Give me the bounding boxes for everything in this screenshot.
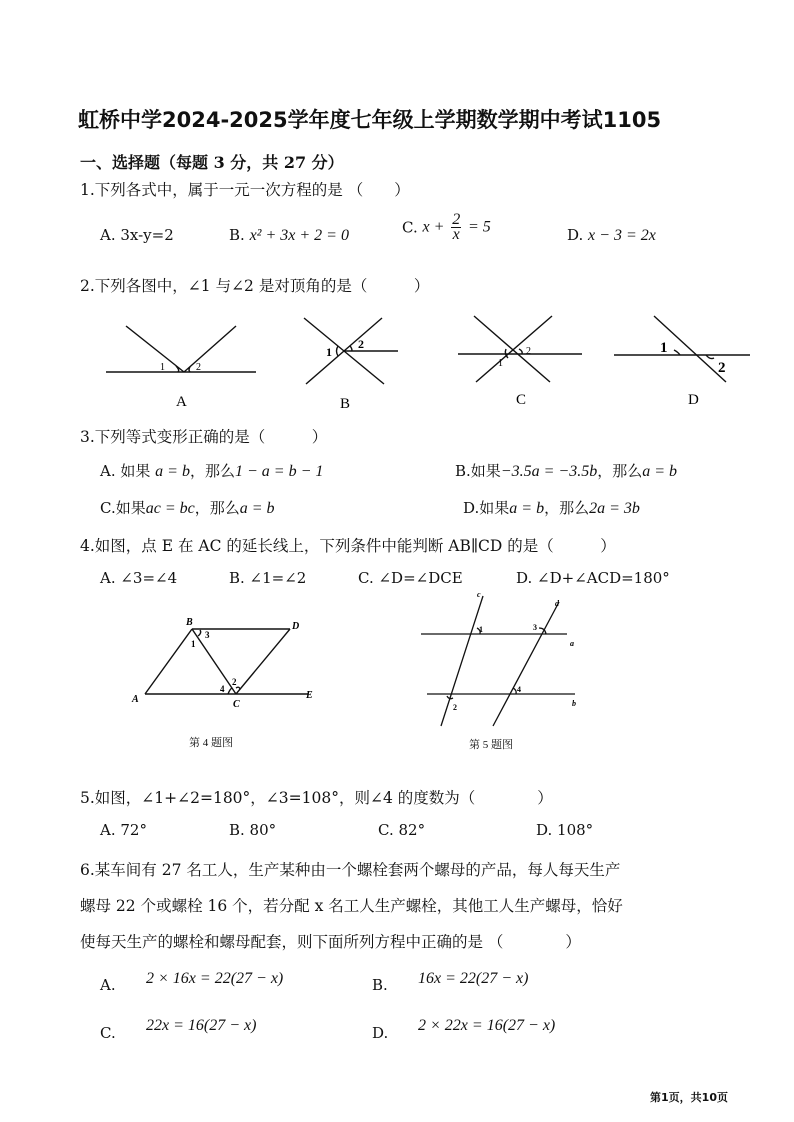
q3-b-prefix: B.如果 [455, 462, 501, 480]
q2-figure-c [458, 316, 582, 382]
q1-option-c-pre: x + [422, 218, 445, 236]
q2-b-angle-1: 1 [326, 345, 332, 359]
page-title: 虹桥中学2024-2025学年度七年级上学期数学期中考试1105 [78, 108, 662, 132]
q3-d-expr2: 2a = 3b [589, 500, 640, 517]
q2-label-b: B [340, 396, 351, 410]
q1-option-b [229, 226, 349, 245]
q3-c-mid: ，那么 [194, 499, 240, 517]
fig4-point-d: D [292, 621, 300, 632]
q3-option-d [463, 497, 640, 518]
fig5-line-d: d [555, 599, 559, 608]
q3-d-mid: ，那么 [544, 499, 590, 517]
q1-option-c-fraction [451, 213, 461, 242]
q2-label-d: D [688, 392, 699, 408]
question-2-stem: 2.下列各图中，∠1 与∠2 是对顶角的是（ ） [80, 277, 430, 295]
q1-option-d-expr: x − 3 = 2x [588, 227, 656, 244]
figure-4 [128, 610, 328, 710]
q2-d-angle-1: 1 [660, 340, 668, 356]
q3-b-expr2: a = b [642, 463, 677, 480]
q2-c-angle-1: 1 [498, 358, 503, 369]
q5-option-b: B. 80° [229, 821, 277, 839]
q6-option-d-label: D. [372, 1024, 389, 1042]
fig4-point-b: B [186, 617, 193, 628]
q3-b-expr1: −3.5a = −3.5b [500, 463, 598, 480]
q2-d-angle-2: 2 [718, 360, 726, 376]
fig5-angle-2: 2 [453, 703, 457, 712]
q3-c-expr2: a = b [239, 500, 275, 517]
q3-option-c [100, 497, 275, 518]
q6-option-b-expr: 16x = 22(27 − x) [418, 970, 529, 987]
question-1-stem: 1.下列各式中，属于一元一次方程的是 （ ） [80, 181, 410, 199]
section-heading: 一、选择题（每题 3 分，共 27 分） [80, 153, 344, 172]
q6-option-b-label: B. [372, 976, 388, 994]
q3-a-prefix: A. 如果 [100, 462, 151, 480]
fig4-point-a: A [132, 694, 139, 705]
q2-a-angle-2: 2 [196, 362, 201, 373]
q6-option-a-expr: 2 × 16x = 22(27 − x) [146, 970, 284, 987]
q4-option-c: C. ∠D=∠DCE [358, 569, 463, 587]
q1-option-b-expr: x² + 3x + 2 = 0 [249, 227, 349, 244]
q6-option-a-label: A. [100, 976, 116, 994]
q3-a-expr2: 1 − a = b − 1 [234, 463, 324, 480]
q1-option-c [402, 213, 491, 242]
q2-figure-b [304, 318, 398, 384]
q2-figure-a [106, 326, 256, 372]
question-4-stem: 4.如图，点 E 在 AC 的延长线上，下列条件中能判断 AB∥CD 的是（ ） [80, 537, 616, 555]
q5-option-c: C. 82° [378, 821, 426, 839]
fig5-angle-3: 3 [533, 623, 537, 632]
q4-option-d: D. ∠D+∠ACD=180° [516, 569, 670, 587]
q1-option-d-label: D. [567, 226, 584, 244]
question-3-stem: 3.下列等式变形正确的是（ ） [80, 428, 328, 446]
q3-c-expr1: ac = bc [145, 500, 195, 517]
fraction-denominator: x [452, 226, 460, 243]
fig5-line-b: b [572, 699, 576, 708]
fig4-angle-4: 4 [220, 684, 225, 694]
q6-option-d-expr: 2 × 22x = 16(27 − x) [418, 1017, 556, 1034]
q3-b-mid: ，那么 [597, 462, 643, 480]
q3-option-b [455, 460, 677, 481]
question-6-line-1: 6.某车间有 27 名工人，生产某种由一个螺栓套两个螺母的产品，每人每天生产 [80, 861, 621, 879]
q4-option-b: B. ∠1=∠2 [229, 569, 307, 587]
fig5-angle-1: 1 [479, 625, 483, 634]
figure-4-caption: 第 4 题图 [189, 737, 233, 749]
q2-figure-d [614, 316, 750, 382]
q1-option-c-post: = 5 [467, 218, 491, 236]
fig5-angle-4: 4 [517, 685, 521, 694]
q5-option-d: D. 108° [536, 821, 594, 839]
q3-d-expr1: a = b [509, 500, 545, 517]
q3-a-mid: ，那么 [189, 462, 235, 480]
q3-option-a [100, 460, 323, 481]
q3-c-prefix: C.如果 [100, 499, 146, 517]
q4-option-a: A. ∠3=∠4 [100, 569, 178, 587]
q6-option-c-label: C. [100, 1024, 116, 1042]
q3-a-expr1: a = b [155, 463, 190, 480]
q5-option-a: A. 72° [100, 821, 147, 839]
q3-d-prefix: D.如果 [463, 499, 510, 517]
question-5-stem: 5.如图，∠1+∠2=180°，∠3=108°，则∠4 的度数为（ ） [80, 789, 553, 807]
fig4-point-e: E [306, 690, 313, 701]
q1-option-d [567, 226, 656, 245]
q2-label-a: A [176, 394, 187, 410]
fig4-angle-3: 3 [205, 630, 210, 640]
fraction-numerator: 2 [452, 211, 461, 228]
question-6-line-2: 螺母 22 个或螺栓 16 个，若分配 x 名工人生产螺栓，其他工人生产螺母，恰好 [80, 897, 623, 915]
q1-option-c-label: C. [402, 218, 418, 237]
q6-option-c-expr: 22x = 16(27 − x) [146, 1017, 257, 1034]
q2-c-angle-2: 2 [526, 346, 531, 357]
q2-label-c: C [516, 392, 527, 408]
question-6-line-3: 使每天生产的螺栓和螺母配套，则下面所列方程中正确的是 （ ） [80, 933, 581, 951]
figure-5-caption: 第 5 题图 [469, 739, 513, 751]
q2-figures [100, 310, 760, 410]
q1-option-b-label: B. [229, 226, 245, 244]
q2-a-angle-1: 1 [160, 362, 165, 373]
q1-option-a: A. 3x-y=2 [100, 226, 174, 244]
fig4-point-c: C [233, 699, 240, 710]
fig5-line-c: c [477, 590, 481, 599]
fig4-angle-1: 1 [191, 639, 196, 649]
page-number: 第1页，共10页 [650, 1091, 728, 1104]
fig5-line-a: a [570, 639, 574, 648]
fig4-angle-2: 2 [232, 677, 237, 687]
q2-b-angle-2: 2 [358, 337, 364, 351]
figure-5 [415, 588, 595, 732]
